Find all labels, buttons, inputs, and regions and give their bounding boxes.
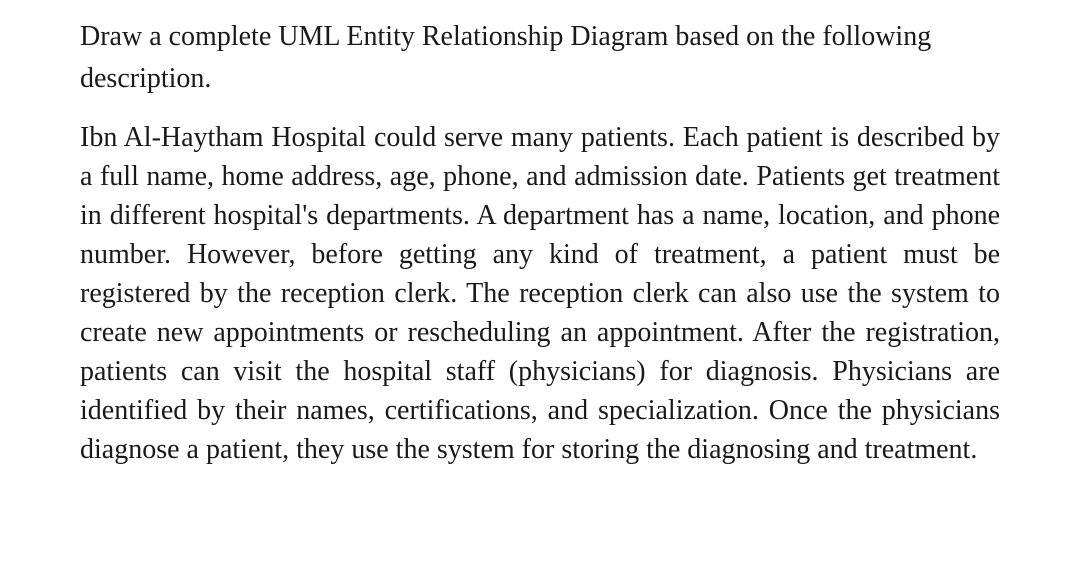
document-body <box>80 16 1000 469</box>
instruction-paragraph: Draw a complete UML Entity Relationship Diagram based on the following description. <box>80 21 932 94</box>
description-paragraph: Ibn Al-Haytham Hospital could serve many patients. Each patient is described by a full name, home address, age, phone, and admission date. Patients get treatment in different hospital's departments. A department has a name, location, and phone number. However, before getting any kind of treatment, a patient must be registered by the reception clerk. The reception clerk can also use the system to create new appointments or rescheduling an appointment. After the registration, patients can visit the hospital staff (physicians) for diagnosis. Physicians are identified by their names, certifications, and specialization. Once the physicians diagnose a patient, they use the system for storing the diagnosing and treatment. <box>80 122 1000 465</box>
